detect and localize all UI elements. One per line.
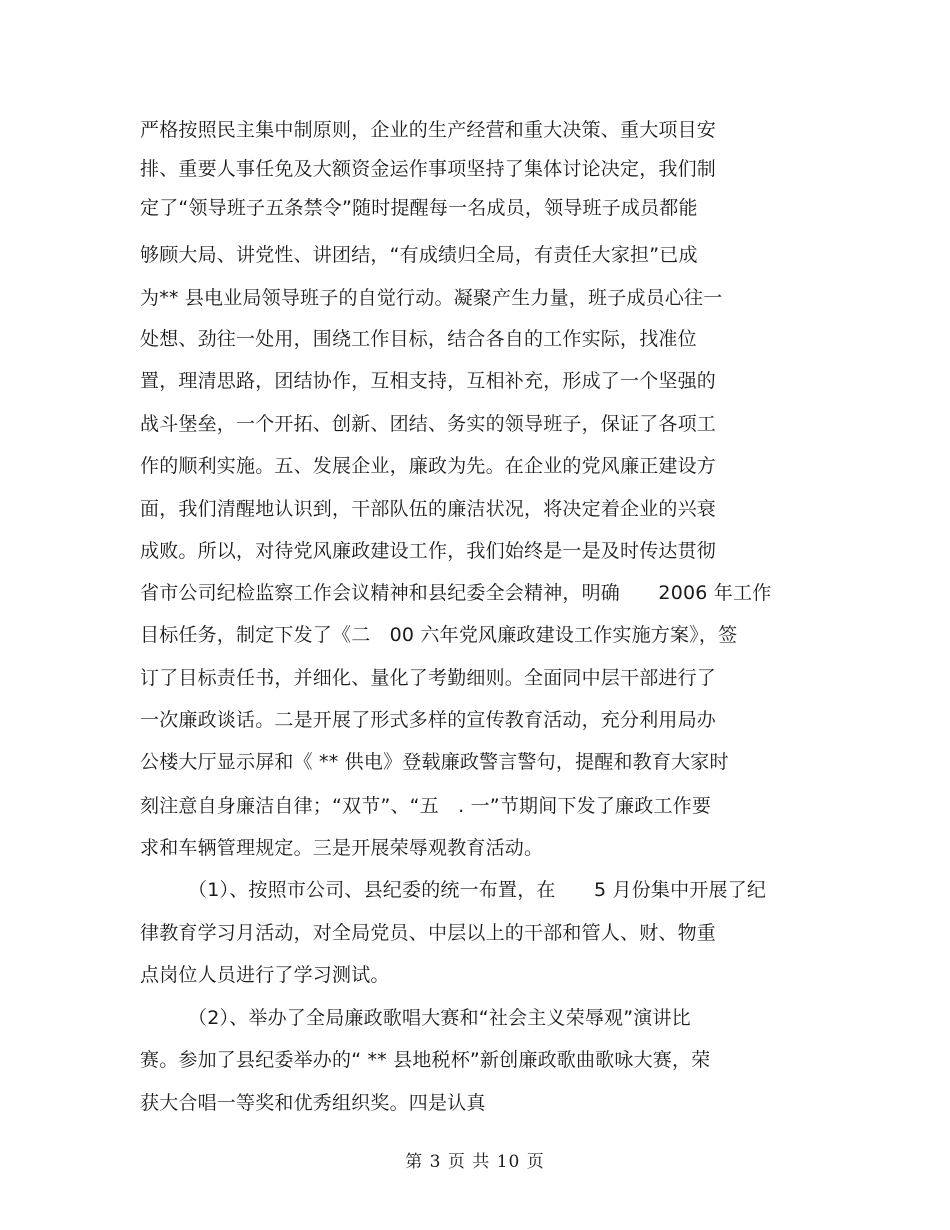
list-item: （1）、按照市公司、县纪委的统一布置，在 5 月份集中开展了纪 bbox=[188, 879, 767, 901]
text-line: 律教育学习月活动，对全局党员、中层以上的干部和管人、财、物重 bbox=[140, 922, 717, 944]
text-line: 定了“领导班子五条禁令”随时提醒每一名成员，领导班子成员都能 bbox=[140, 197, 698, 219]
text-line: 一次廉政谈话。二是开展了形式多样的宣传教育活动，充分利用局办 bbox=[140, 709, 717, 731]
text-line: 公楼大厅显示屏和《 ** 供电》登载廉政警言警句，提醒和教育大家时 bbox=[140, 751, 729, 773]
text-line: 排、重要人事任免及大额资金运作事项坚持了集体讨论决定，我们制 bbox=[140, 158, 717, 180]
text-line: 求和车辆管理规定。三是开展荣辱观教育活动。 bbox=[140, 837, 544, 859]
page-footer: 第 3 页 共 10 页 bbox=[405, 1152, 545, 1172]
text-line: 为** 县电业局领导班子的自觉行动。凝聚产生力量，班子成员心往一 bbox=[140, 287, 723, 309]
text-line: 处想、劲往一处用，围绕工作目标，结合各自的工作实际，找准位 bbox=[140, 328, 697, 350]
text-line: 成败。所以，对待党风廉政建设工作，我们始终是一是及时传达贯彻 bbox=[140, 540, 717, 562]
text-line: 赛。参加了县纪委举办的“ ** 县地税杯”新创廉政歌曲歌咏大赛，荣 bbox=[140, 1049, 711, 1071]
text-line: 获大合唱一等奖和优秀组织奖。四是认真 bbox=[140, 1092, 486, 1114]
text-line: 省市公司纪检监察工作会议精神和县纪委全会精神，明确 2006 年工作 bbox=[140, 582, 772, 604]
list-item: （2）、举办了全局廉政歌唱大赛和“社会主义荣辱观”演讲比 bbox=[188, 1007, 691, 1029]
text-line: 作的顺利实施。五、发展企业，廉政为先。在企业的党风廉正建设方 bbox=[140, 455, 717, 477]
text-line: 目标任务，制定下发了《二 00 六年党风廉政建设工作实施方案》，签 bbox=[140, 624, 738, 646]
text-line: 够顾大局、讲党性、讲团结，“有成绩归全局，有责任大家担”已成 bbox=[140, 244, 698, 266]
text-line: 战斗堡垒，一个开拓、创新、团结、务实的领导班子，保证了各项工 bbox=[140, 413, 717, 435]
text-line: 订了目标责任书，并细化、量化了考勤细则。全面同中层干部进行了 bbox=[140, 667, 717, 689]
text-line: 置，理清思路，团结协作，互相支持，互相补充，形成了一个坚强的 bbox=[140, 370, 717, 392]
text-line: 点岗位人员进行了学习测试。 bbox=[140, 964, 390, 986]
text-line: 刻注意自身廉洁自律；“双节”、“五 . 一”节期间下发了廉政工作要 bbox=[140, 795, 712, 817]
text-line: 面，我们清醒地认识到，干部队伍的廉洁状况，将决定着企业的兴衰 bbox=[140, 498, 717, 520]
text-line: 严格按照民主集中制原则，企业的生产经营和重大决策、重大项目安 bbox=[140, 119, 717, 141]
